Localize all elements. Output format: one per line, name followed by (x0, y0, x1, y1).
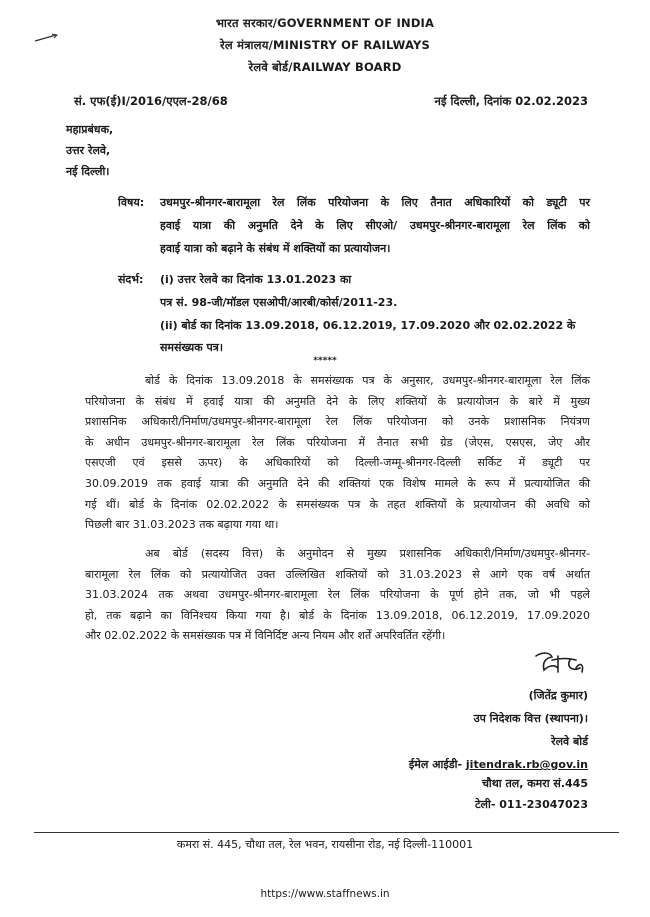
addressee-line: नई दिल्ली। (66, 165, 110, 178)
paragraph-line: गई थीं। बोर्ड के दिनांक 02.02.2022 के समसंख्यक पत्र के तहत शक्तियों के प्रत्यायोजन की अवधि को (85, 497, 590, 511)
paragraph-line: 31.03.2024 तक अथवा उधमपुर-श्रीनगर-बारामूला रेल लिंक परियोजना के पूर्ण होने तक, जो भी पहले (85, 588, 590, 602)
reference-line: (ii) बोर्ड का दिनांक 13.09.2018, 06.12.2019, 17.09.2020 और 02.02.2022 के (160, 319, 576, 332)
paragraph-line: पिछली बार 31.03.2023 तक बढ़ाया गया था। (85, 518, 279, 532)
paragraph-line: और 02.02.2022 के समसंख्यक पत्र में विनिर्दिष्ट अन्य नियम और शर्तें अपरिवर्तित रहेंगी। (85, 629, 446, 643)
signatory-address: चौथा तल, कमरा सं.445 (481, 777, 588, 790)
paragraph-line: अब बोर्ड (सदस्य वित्त) के अनुमोदन से मुख्य प्रशासनिक अधिकारी/निर्माण/उधमपुर-श्रीनगर- (145, 547, 590, 560)
subject-line: उधमपुर-श्रीनगर-बारामूला रेल लिंक परियोजना के लिए तैनात अधिकारियों को ड्यूटी पर (160, 196, 590, 209)
separator-stars: ***** (313, 356, 337, 366)
reference-label: संदर्भ: (118, 273, 144, 286)
paragraph-line: प्रशासनिक अधिकारी/निर्माण/उधमपुर-श्रीनगर-बारामूला रेल लिंक परियोजना को उनके प्रशासनिक नियंत्रण (85, 415, 590, 429)
header-gov: भारत सरकार/GOVERNMENT OF INDIA (215, 16, 435, 30)
handwritten-signature (532, 648, 588, 680)
header-ministry: रेल मंत्रालय/MINISTRY OF RAILWAYS (220, 38, 430, 52)
paragraph-line: बारामूला रेल लिंक को प्रत्यायोजित उक्त उल्लिखित शक्तियों को 31.03.2023 से आगे एक वर्ष अर्थात (85, 567, 590, 581)
email-link[interactable]: jitendrak.rb@gov.in (465, 758, 588, 771)
reference-line: (i) उत्तर रेलवे का दिनांक 13.01.2023 का (160, 273, 352, 286)
signatory-phone: टेली- 011-23047023 (474, 798, 588, 811)
footer-address: कमरा सं. 445, चौथा तल, रेल भवन, रायसीना रोड, नई दिल्ली-110001 (176, 838, 474, 851)
footer-divider (34, 832, 619, 833)
signatory-email (409, 757, 588, 772)
paragraph-2 (85, 544, 590, 647)
header-board: रेलवे बोर्ड/RAILWAY BOARD (248, 60, 402, 74)
reference-line: पत्र सं. 98-जी/मॉडल एसओपी/आरबी/कोर्स/2011-23. (160, 296, 398, 309)
addressee-line: उत्तर रेलवे, (66, 144, 111, 157)
paragraph-line: एसएजी एवं इससे ऊपर) के अधिकारियों को दिल्ली-जम्मू-श्रीनगर-दिल्ली सर्किट में ड्यूटी पर (85, 456, 590, 470)
paragraph-line: बोर्ड के दिनांक 13.09.2018 के समसंख्यक पत्र के अनुसार, उधमपुर-श्रीनगर-बारामूला रेल लिंक (145, 374, 590, 387)
paragraph-1 (85, 371, 590, 536)
email-label: ईमेल आईडी- (408, 758, 463, 771)
signatory-name: (जितेंद्र कुमार) (528, 689, 588, 702)
paragraph-line: 30.09.2019 तक हवाई यात्रा की अनुमति देने की शक्तियां एक विशेष मामले के रूप में प्रत्यायोजित की (85, 476, 590, 490)
paragraph-line: हो, तक बढ़ाने का विनिश्चय किया गया है। बोर्ड के दिनांक 13.09.2018, 06.12.2019, 17.09.2020 (85, 608, 590, 622)
subject-line: हवाई यात्रा की अनुमति देने के लिए सीएओ/ उधमपुर-श्रीनगर-बारामूला रेल लिंक को (160, 219, 590, 232)
paragraph-line: के अधीन उधमपुर-श्रीनगर-बारामूला रेल लिंक परियोजना में तैनात सभी ग्रेड (जेएस, एसएस, जेए और (85, 435, 590, 449)
signatory-office: रेलवे बोर्ड (551, 735, 588, 748)
letter-number: सं. एफ(ई)I/2016/एएल-28/68 (74, 94, 228, 108)
addressee-line: महाप्रबंधक, (66, 123, 114, 136)
signatory-designation: उप निदेशक वित्त (स्थापना)। (473, 712, 588, 725)
letter-date: नई दिल्ली, दिनांक 02.02.2023 (434, 94, 588, 108)
footer-url[interactable]: https://www.staffnews.in (260, 888, 390, 900)
reference-line: समसंख्यक पत्र। (160, 341, 224, 354)
paragraph-line: परियोजना के संबंध में हवाई यात्रा की अनुमति देने के लिए शक्तियों के प्रत्यायोजन के बारे में मुख्य (85, 394, 590, 408)
subject-line: हवाई यात्रा को बढ़ाने के संबंध में शक्तियों का प्रत्यायोजन। (160, 242, 391, 255)
subject-label: विषय: (118, 196, 145, 209)
